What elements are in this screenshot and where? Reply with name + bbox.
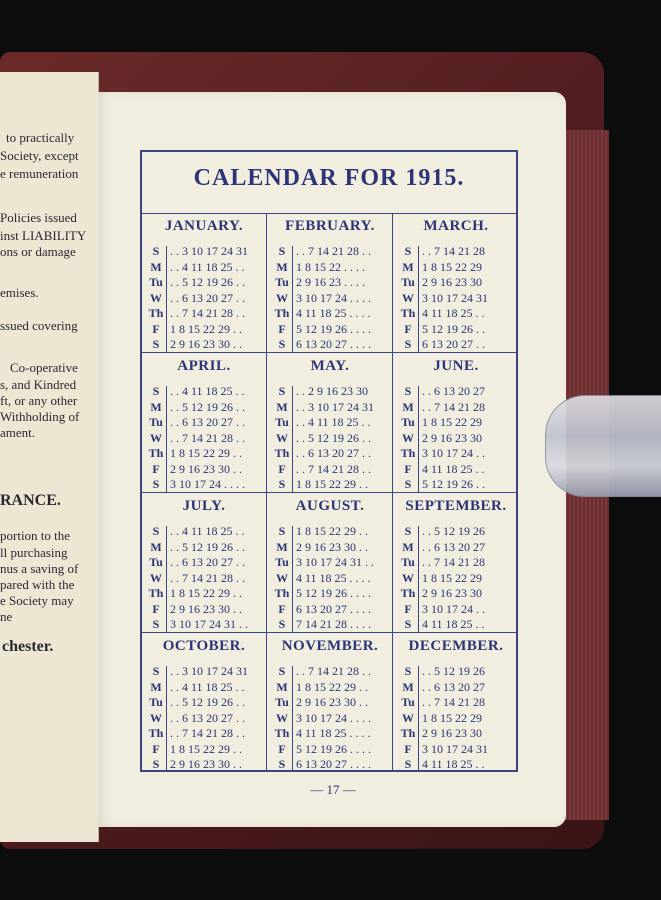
left-page-text-fragment: ssued covering [0,318,78,333]
date-row: 1 8 15 22 29 . . [170,741,242,756]
weekday-label: F [404,601,412,616]
date-row: 2 9 16 23 30 . . [170,337,242,351]
date-row: . . 5 12 19 26 . . [170,275,245,289]
left-page-text-fragment: portion to the [0,528,71,543]
weekday-label: S [152,477,160,491]
date-row: . . 7 14 21 28 . . [296,244,371,258]
date-row: 5 12 19 26 . . . . [296,586,371,600]
date-row: . . 3 10 17 24 31 [170,664,248,678]
weekday-label: S [404,477,412,491]
weekday-label: M [276,259,288,274]
date-row: . . 7 14 21 28 . . [296,461,371,476]
date-row: 6 13 20 27 . . [422,337,485,351]
weekday-label: S [152,337,160,351]
date-row: . . 7 14 21 28 [422,695,485,709]
left-page-text-fragment: ll purchasing [0,545,68,560]
weekday-label: M [150,399,162,414]
weekday-label: S [278,384,286,398]
weekday-label: Th [148,586,164,600]
date-row: 5 12 19 26 . . [422,477,485,491]
date-row: 3 10 17 24 . . . . [296,290,371,305]
left-page-text-fragment: ons or damage [0,244,76,259]
date-row: 2 9 16 23 30 . . [170,601,242,616]
weekday-column [274,664,290,773]
month-name: FEBRUARY. [285,218,375,234]
month-block [268,354,392,494]
month-name: SEPTEMBER. [405,498,507,514]
left-page-text-fragment: Policies issued [0,210,77,225]
weekday-column [400,384,416,493]
weekday-label: Th [148,306,164,320]
date-row: . . 6 13 20 27 . . [296,446,371,460]
weekday-label: F [278,321,286,336]
date-row: . . 7 14 21 28 [422,244,485,258]
date-row: 3 10 17 24 31 [422,290,488,305]
date-row: 4 11 18 25 . . . . [296,726,371,740]
month-block [142,494,266,634]
date-row: 1 8 15 22 29 [422,710,482,725]
weekday-label: W [150,570,162,585]
month-block [268,634,392,774]
date-row: . . 6 13 20 27 [422,679,485,694]
date-row: 1 8 15 22 29 . . [170,321,242,336]
date-row: 1 8 15 22 . . . . [296,259,365,274]
date-row: . . 4 11 18 25 . . [170,524,245,538]
month-name: MAY. [310,358,350,374]
weekday-label: S [152,757,160,771]
date-row: 2 9 16 23 . . . . [296,275,365,289]
weekday-label: S [404,244,412,258]
date-row: . . 7 14 21 28 . . [170,726,245,740]
date-row: . . 5 12 19 26 . . [170,539,245,554]
date-row: . . 4 11 18 25 . . [170,259,245,274]
weekday-label: S [404,384,412,398]
weekday-label: S [278,477,286,491]
weekday-separator [418,386,419,492]
weekday-label: W [276,430,288,445]
weekday-label: Th [274,586,290,600]
date-row: . . 7 14 21 28 . . [170,570,245,585]
month-name: JULY. [182,498,226,514]
month-name: JANUARY. [164,218,244,234]
date-rows [422,244,516,353]
date-rows [422,524,516,633]
month-name: MARCH. [423,218,489,234]
date-row: . . 3 10 17 24 31 [296,399,374,414]
date-row: . . 5 12 19 26 . . [170,399,245,414]
weekday-label: Tu [275,275,289,289]
date-row: 2 9 16 23 30 [422,275,482,289]
month-name: AUGUST. [295,498,365,514]
weekday-label: S [278,244,286,258]
left-page-text-fragment: ft, or any other [0,393,78,408]
date-row: . . 7 14 21 28 . . [170,306,245,320]
weekday-label: Tu [149,275,163,289]
weekday-separator [166,666,167,772]
weekday-label: Tu [275,415,289,429]
weekday-label: M [150,539,162,554]
weekday-label: S [404,617,412,631]
weekday-column [274,524,290,633]
weekday-label: F [152,601,160,616]
date-row: 3 10 17 24 . . . . [296,710,371,725]
weekday-label: W [402,430,414,445]
page-number: — 17 — [310,782,356,797]
date-row: 6 13 20 27 . . . . [296,337,371,351]
weekday-label: W [402,570,414,585]
date-rows [422,664,516,773]
date-row: 1 8 15 22 29 [422,415,482,429]
date-row: 2 9 16 23 30 . . [170,757,242,771]
date-row: 3 10 17 24 31 [422,741,488,756]
left-page-text-fragment: to practically [6,130,75,145]
weekday-label: Th [274,726,290,740]
left-page-text-fragment: ament. [0,425,36,440]
weekday-label: S [404,524,412,538]
date-row: . . 5 12 19 26 . . [296,430,371,445]
weekday-separator [166,246,167,352]
date-row: 6 13 20 27 . . . . [296,757,371,771]
date-row: . . 4 11 18 25 . . [296,415,371,429]
weekday-label: M [402,259,414,274]
date-row: 2 9 16 23 30 . . [170,461,242,476]
weekday-label: Tu [275,555,289,569]
date-rows [296,384,390,493]
weekday-label: F [278,461,286,476]
weekday-label: S [278,617,286,631]
weekday-label: W [402,290,414,305]
weekday-label: F [404,461,412,476]
date-row: 1 8 15 22 29 [422,570,482,585]
weekday-label: Th [148,726,164,740]
weekday-column [274,244,290,353]
weekday-label: M [276,679,288,694]
weekday-label: M [402,539,414,554]
month-name: DECEMBER. [408,638,504,654]
weekday-label: F [278,601,286,616]
weekday-label: Th [400,586,416,600]
date-row: . . 5 12 19 26 [422,664,485,678]
weekday-label: Tu [401,695,415,709]
date-row: . . 7 14 21 28 . . [296,664,371,678]
month-name: OCTOBER. [162,638,246,654]
left-page-text-fragment: ne [0,609,13,624]
weekday-column [148,384,164,493]
weekday-label: W [276,570,288,585]
weekday-column [400,524,416,633]
month-block [268,494,392,634]
weekday-label: S [152,617,160,631]
month-name: APRIL. [177,358,231,374]
weekday-label: F [152,741,160,756]
month-block [268,214,392,354]
clasp-strap [545,395,661,497]
date-rows [296,244,390,353]
weekday-separator [418,666,419,772]
weekday-label: Th [400,446,416,460]
weekday-separator [292,526,293,632]
left-page-text-fragment: nus a saving of [0,561,79,576]
date-row: 4 11 18 25 . . . . [296,570,371,585]
month-block [394,214,518,354]
weekday-label: F [152,321,160,336]
date-row: 1 8 15 22 29 . . [296,477,368,491]
weekday-label: S [152,384,160,398]
date-row: 2 9 16 23 30 [422,586,482,600]
month-name: JUNE. [433,358,479,374]
date-row: 2 9 16 23 30 [422,726,482,740]
weekday-label: Th [274,306,290,320]
left-page-text-fragment: Withholding of [0,409,80,424]
date-row: 3 10 17 24 . . [422,601,485,616]
date-row: . . 6 13 20 27 . . [170,415,245,429]
weekday-label: Tu [275,695,289,709]
month-block [394,494,518,634]
date-row: . . 6 13 20 27 [422,539,485,554]
weekday-label: Th [400,726,416,740]
date-row: 3 10 17 24 31 . . [170,617,248,631]
weekday-label: S [278,757,286,771]
left-page-text-fragment: inst LIABILITY [0,228,87,243]
month-name: NOVEMBER. [281,638,379,654]
date-row: 3 10 17 24 31 . . [296,555,374,569]
date-rows [170,384,264,493]
weekday-column [148,244,164,353]
weekday-label: S [404,757,412,771]
left-page-text-fragment: RANCE. [0,492,61,509]
weekday-column [274,384,290,493]
date-rows [422,384,516,493]
date-row: . . 6 13 20 27 . . [170,555,245,569]
month-block [142,214,266,354]
weekday-label: W [150,710,162,725]
weekday-separator [418,246,419,352]
weekday-label: S [278,337,286,351]
weekday-label: F [404,741,412,756]
weekday-label: Tu [149,555,163,569]
weekday-label: Tu [401,555,415,569]
date-row: . . 7 14 21 28 [422,399,485,414]
left-page-text-fragment: e remuneration [0,166,79,181]
weekday-column [148,664,164,773]
weekday-label: Tu [149,415,163,429]
weekday-label: S [404,337,412,351]
weekday-label: M [276,399,288,414]
month-block [394,354,518,494]
left-page-text-fragment: chester. [2,638,54,655]
weekday-label: Tu [149,695,163,709]
weekday-label: W [150,290,162,305]
weekday-separator [292,386,293,492]
month-block [142,634,266,774]
left-page-text-fragment: s, and Kindred [0,377,77,392]
weekday-label: F [152,461,160,476]
date-row: . . 6 13 20 27 [422,384,485,398]
weekday-label: W [150,430,162,445]
date-row: 4 11 18 25 . . [422,757,485,771]
weekday-separator [292,666,293,772]
date-rows [170,244,264,353]
date-row: 3 10 17 24 . . [422,446,485,460]
left-page-text-fragment: Co-operative [10,360,78,375]
weekday-label: W [276,710,288,725]
weekday-label: S [278,524,286,538]
weekday-separator [166,386,167,492]
date-rows [296,664,390,773]
weekday-label: Tu [401,275,415,289]
date-row: 4 11 18 25 . . [422,617,485,631]
left-page-text-fragment: emises. [0,285,39,300]
column-rule-2 [392,213,393,772]
weekday-column [148,524,164,633]
date-row: . . 7 14 21 28 [422,555,485,569]
weekday-label: S [152,244,160,258]
weekday-label: M [276,539,288,554]
column-rule-1 [266,213,267,772]
date-row: 1 8 15 22 29 . . [296,524,368,538]
date-row: 5 12 19 26 . . . . [296,741,371,756]
date-row: . . 6 13 20 27 . . [170,710,245,725]
weekday-label: M [150,679,162,694]
left-page-text-fragment: pared with the [0,577,75,592]
weekday-label: Tu [401,415,415,429]
date-row: 2 9 16 23 30 [422,430,482,445]
date-row: . . 2 9 16 23 30 [296,384,368,398]
weekday-column [400,664,416,773]
date-row: 5 12 19 26 . . [422,321,485,336]
date-row: 4 11 18 25 . . [422,461,485,476]
month-block [394,634,518,774]
weekday-label: W [276,290,288,305]
weekday-label: S [152,524,160,538]
weekday-separator [166,526,167,632]
weekday-label: M [402,679,414,694]
date-row: . . 6 13 20 27 . . [170,290,245,305]
date-row: 6 13 20 27 . . . . [296,601,371,616]
weekday-label: S [152,664,160,678]
left-page-text-fragment: e Society may [0,593,74,608]
date-rows [296,524,390,633]
left-page [0,72,99,842]
date-row: . . 5 12 19 26 [422,524,485,538]
date-row: 4 11 18 25 . . . . [296,306,371,320]
date-row: 1 8 15 22 29 . . [170,446,242,460]
month-block [142,354,266,494]
date-rows [170,664,264,773]
date-row: 2 9 16 23 30 . . [296,539,368,554]
date-row: 1 8 15 22 29 . . [296,679,368,694]
weekday-label: Th [274,446,290,460]
weekday-label: M [402,399,414,414]
date-row: 3 10 17 24 . . . . [170,477,245,491]
weekday-label: M [150,259,162,274]
date-row: 7 14 21 28 . . . . [296,617,371,631]
weekday-label: S [404,664,412,678]
weekday-separator [292,246,293,352]
date-row: . . 4 11 18 25 . . [170,679,245,694]
date-row: 5 12 19 26 . . . . [296,321,371,336]
weekday-column [400,244,416,353]
weekday-label: F [278,741,286,756]
date-row: 1 8 15 22 29 [422,259,482,274]
date-row: 2 9 16 23 30 . . [296,695,368,709]
weekday-label: W [402,710,414,725]
date-row: . . 3 10 17 24 31 [170,244,248,258]
date-row: . . 7 14 21 28 . . [170,430,245,445]
date-row: . . 5 12 19 26 . . [170,695,245,709]
left-page-text-fragment: Society, except [0,148,79,163]
date-row: 1 8 15 22 29 . . [170,586,242,600]
date-row: . . 4 11 18 25 . . [170,384,245,398]
calendar-title: CALENDAR FOR 1915. [193,165,465,191]
date-rows [170,524,264,633]
weekday-label: S [278,664,286,678]
weekday-label: Th [148,446,164,460]
date-row: 4 11 18 25 . . [422,306,485,320]
weekday-label: Th [400,306,416,320]
weekday-label: F [404,321,412,336]
weekday-separator [418,526,419,632]
